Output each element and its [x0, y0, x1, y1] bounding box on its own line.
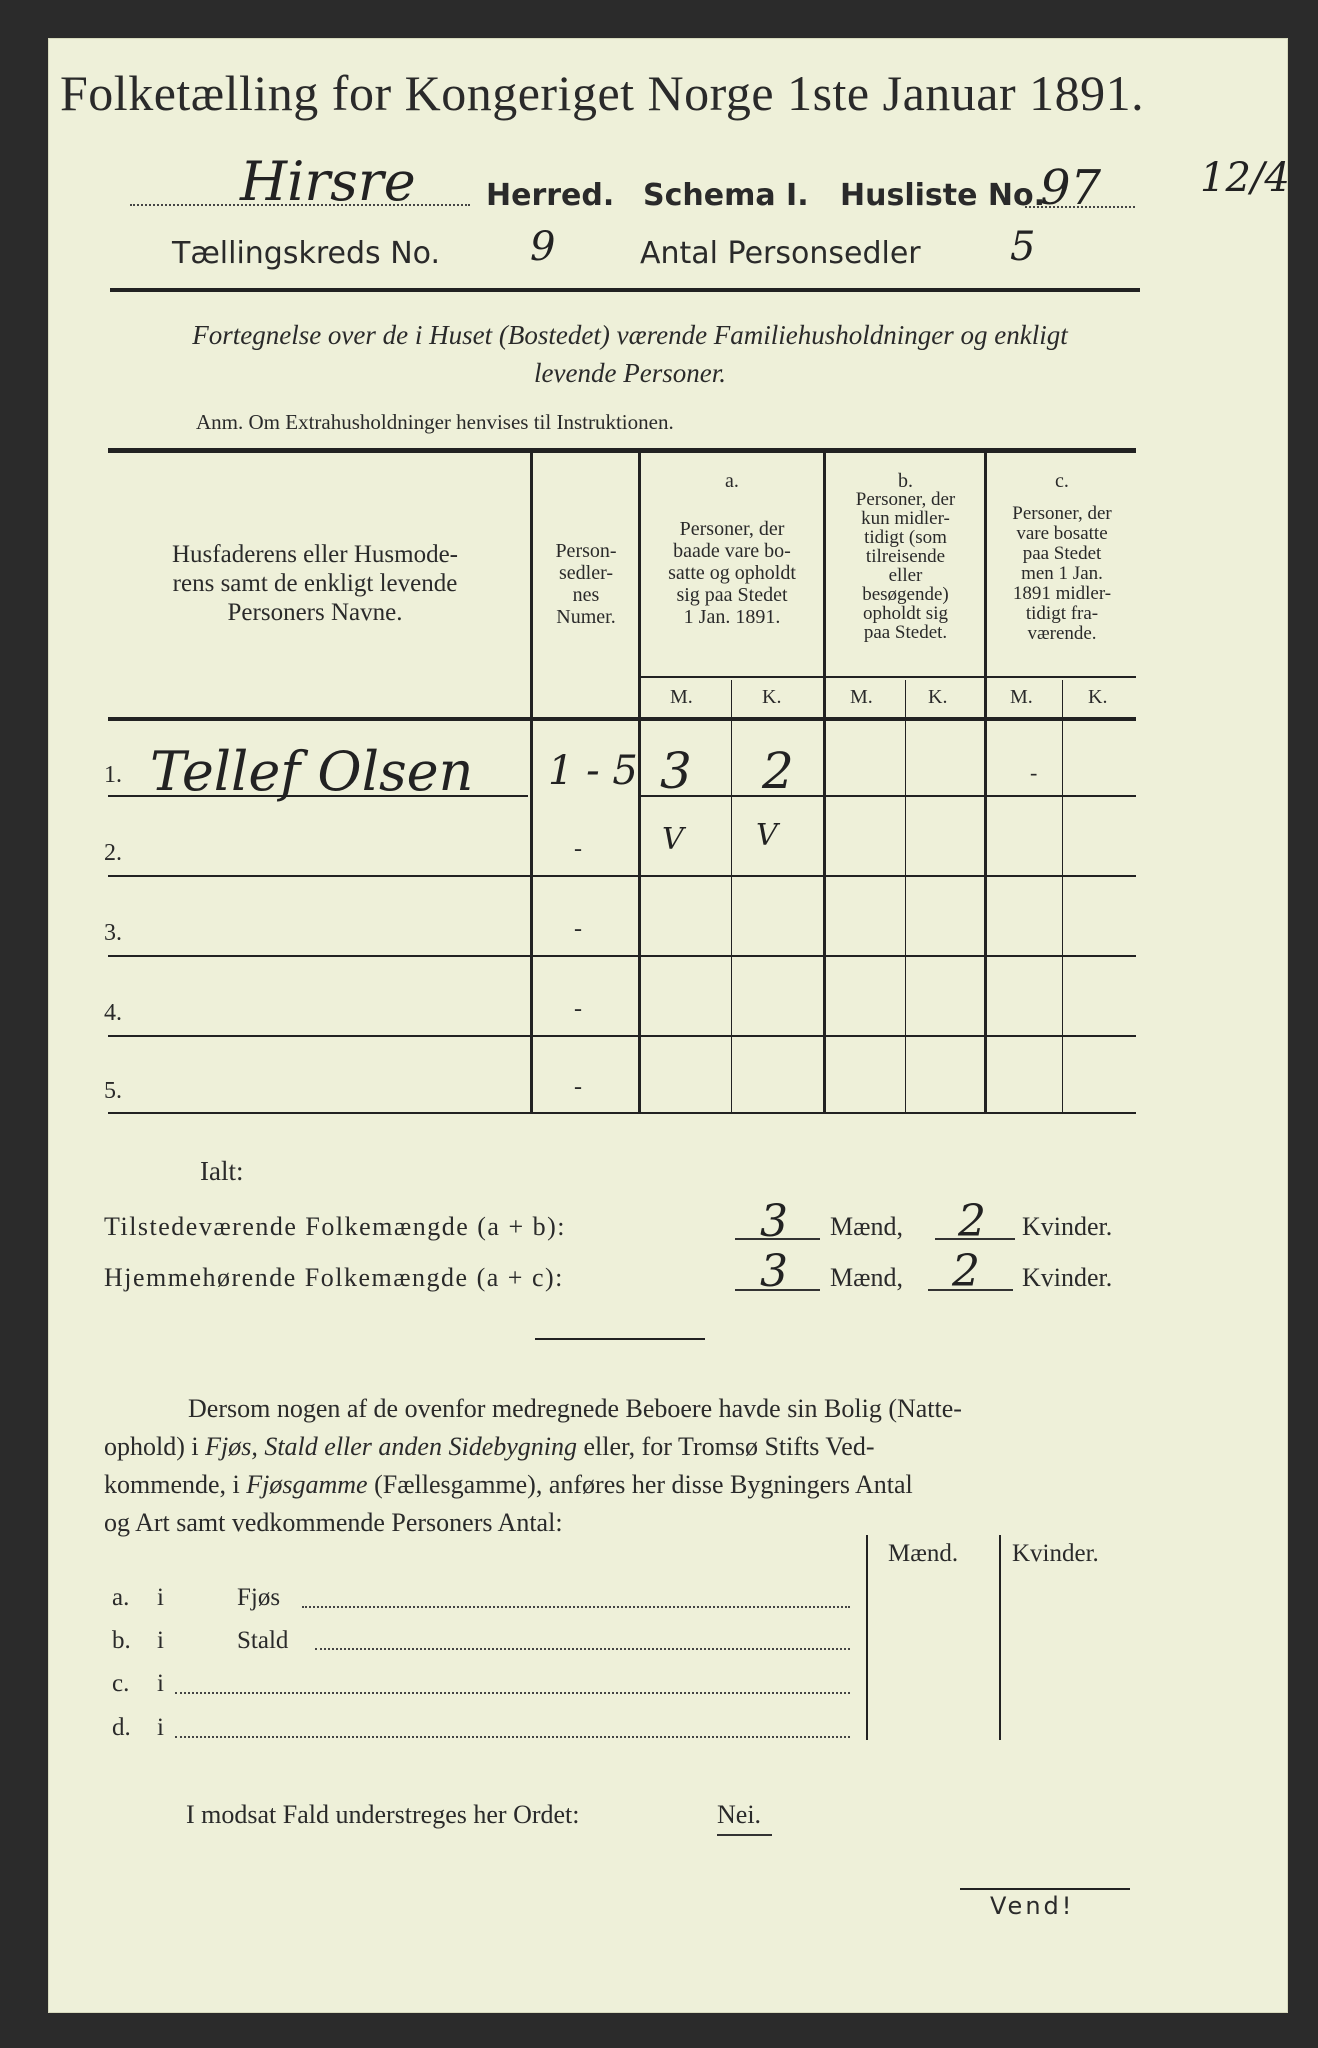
- col-c-header-line: men 1 Jan.: [1021, 563, 1103, 584]
- col-c-header: [988, 504, 1136, 644]
- antal-handwritten: 5: [1010, 224, 1036, 270]
- col-b-header-line: besøgende): [862, 584, 949, 605]
- paragraph-line: [104, 1428, 1134, 1466]
- schema-label: Schema I.: [643, 178, 809, 213]
- buildings-col-line-2: [999, 1535, 1001, 1740]
- col-a-header-line: sig paa Stedet: [676, 584, 788, 606]
- col-b-header-line: tidigt (som: [864, 527, 947, 548]
- row-person-numbers: -: [574, 836, 582, 862]
- col-a-header: [643, 518, 821, 628]
- b-m-label: M.: [850, 686, 873, 708]
- buildings-row-i: i: [157, 1670, 164, 1697]
- row-number: 4.: [104, 1000, 122, 1026]
- table-header-rule: [108, 717, 1136, 721]
- buildings-row-letter: b.: [112, 1627, 131, 1654]
- buildings-row-letter: d.: [112, 1714, 131, 1741]
- paragraph-emphasis: Fjøsgamme: [246, 1470, 368, 1499]
- header-divider: [110, 288, 1140, 292]
- col-name-header-line: rens samt de enkligt levende: [172, 570, 458, 597]
- paragraph-text: (Fællesgamme), anføres her disse Bygningers Antal: [367, 1470, 913, 1499]
- mk-rule: [640, 676, 1136, 678]
- buildings-row-dots: [302, 1606, 850, 1608]
- tilstede-kvinder-word: Kvinder.: [1022, 1212, 1113, 1241]
- paragraph-emphasis: Fjøs, Stald eller anden Sidebygning: [205, 1432, 577, 1461]
- buildings-row-name: Fjøs: [237, 1584, 281, 1611]
- row-a-m: 3: [660, 742, 692, 800]
- hjemme-maend-value: 3: [760, 1246, 788, 1297]
- form-title: Folketælling for Kongeriget Norge 1ste Januar 1891.: [60, 65, 1145, 121]
- col-name-header: [115, 540, 515, 627]
- kreds-label: Tællingskreds No.: [172, 236, 440, 271]
- row-rule: [640, 795, 1136, 797]
- paragraph-text: eller, for Tromsø Stifts Ved-: [577, 1432, 875, 1461]
- herred-label: Herred.: [486, 178, 615, 213]
- tilstede-label: Tilstedeværende Folkemængde (a + b):: [104, 1212, 566, 1241]
- col-line-c-mk: [1062, 680, 1063, 1112]
- col-b-header: [828, 490, 983, 642]
- buildings-col-line-1: [866, 1535, 868, 1740]
- row-a-k: 2: [762, 742, 794, 800]
- col-a-header-line: 1 Jan. 1891.: [683, 606, 781, 628]
- col-c-header-line: værende.: [1027, 623, 1097, 644]
- hjemme-kvinder-word: Kvinder.: [1022, 1263, 1113, 1292]
- buildings-row-dots: [175, 1692, 850, 1694]
- col-b-letter: b.: [898, 470, 913, 492]
- buildings-maend-header: Mænd.: [888, 1540, 959, 1567]
- a-k-label: K.: [762, 686, 782, 708]
- vend-rule: [960, 1888, 1130, 1890]
- c-k-label: K.: [1088, 686, 1108, 708]
- nei-word: Nei.: [717, 1800, 762, 1829]
- buildings-row-i: i: [157, 1714, 164, 1741]
- col-line-4: [984, 452, 987, 1112]
- husliste-dotted-line: [1025, 206, 1135, 208]
- col-line-a-mk: [731, 680, 732, 1112]
- section-divider: [535, 1338, 705, 1340]
- row-person-numbers: -: [574, 996, 582, 1022]
- col-num-header-line: Numer.: [556, 606, 616, 628]
- row-rule: [108, 1035, 1136, 1037]
- paragraph-line: og Art samt vedkommende Personers Antal:: [104, 1508, 563, 1537]
- paragraph-text: ophold) i: [104, 1432, 206, 1461]
- col-a-header-line: baade vare bo-: [673, 540, 791, 562]
- col-name-header-line: Husfaderens eller Husmode-: [171, 541, 458, 568]
- col-num-header-line: nes: [572, 584, 600, 606]
- col-c-header-line: 1891 midler-: [1012, 583, 1112, 604]
- col-c-header-line: tidigt fra-: [1025, 603, 1099, 624]
- row-number: 2.: [104, 840, 122, 866]
- husliste-label: Husliste No.: [840, 178, 1045, 213]
- col-b-header-line: tilreisende: [865, 546, 946, 567]
- row-rule: [108, 955, 1136, 957]
- row-number: 1.: [104, 762, 122, 788]
- col-a-header-line: satte og opholdt: [668, 562, 796, 584]
- hjemme-kvinder-value: 2: [952, 1246, 980, 1297]
- margin-note-handwritten: 12/4: [1200, 155, 1290, 201]
- buildings-row-i: i: [157, 1584, 164, 1611]
- row-name: Tellef Olsen: [150, 740, 474, 803]
- row-number: 5.: [104, 1078, 122, 1104]
- col-b-header-line: eller: [888, 565, 923, 586]
- hjemme-label: Hjemmehørende Folkemængde (a + c):: [104, 1263, 564, 1292]
- row-person-numbers: 1 - 5: [548, 748, 638, 794]
- col-line-1: [530, 452, 533, 1112]
- col-c-header-line: paa Stedet: [1022, 543, 1102, 564]
- col-line-2: [638, 452, 641, 1112]
- paragraph-line: [104, 1466, 1134, 1504]
- husliste-handwritten: 97: [1040, 160, 1102, 216]
- col-num-header: [536, 540, 636, 628]
- anm-note: Anm. Om Extrahusholdninger henvises til Instruktionen.: [196, 410, 674, 434]
- col-b-header-line: opholdt sig: [863, 603, 948, 624]
- buildings-row-letter: a.: [112, 1584, 130, 1611]
- buildings-row-dots: [315, 1648, 850, 1650]
- col-b-header-line: Personer, der: [855, 489, 956, 510]
- row-person-numbers: -: [574, 1074, 582, 1100]
- col-c-header-line: vare bosatte: [1016, 523, 1108, 544]
- intro-line-1: Fortegnelse over de i Huset (Bostedet) værende Familiehusholdninger og enkligt: [192, 320, 1068, 350]
- vend-label: Vend!: [990, 1892, 1075, 1920]
- col-num-header-line: Person-: [555, 540, 617, 562]
- paragraph-line: Dersom nogen af de ovenfor medregnede Beboere havde sin Bolig (Natte-: [188, 1394, 962, 1423]
- row-rule: [108, 1112, 1136, 1114]
- nei-underline: [717, 1834, 772, 1836]
- row-rule: [108, 875, 1136, 877]
- row-number: 3.: [104, 920, 122, 946]
- row-person-numbers: -: [574, 916, 582, 942]
- col-a-letter: a.: [725, 470, 739, 492]
- col-b-header-line: paa Stedet.: [863, 622, 948, 643]
- tilstede-maend-word: Mænd,: [830, 1212, 903, 1241]
- buildings-row-name: Stald: [237, 1627, 289, 1654]
- row-a-m: V: [662, 822, 684, 857]
- c-m-label: M.: [1010, 686, 1033, 708]
- sidebygning-paragraph: [104, 1390, 1134, 1542]
- tilstede-maend-value: 3: [760, 1196, 788, 1247]
- col-line-3: [823, 452, 826, 1112]
- row-a-k: V: [756, 818, 778, 853]
- table-top-rule: [108, 448, 1136, 453]
- col-c-header-line: Personer, der: [1012, 503, 1112, 524]
- buildings-row-dots: [175, 1736, 850, 1738]
- herred-handwritten: Hirsre: [240, 150, 416, 213]
- b-k-label: K.: [928, 686, 948, 708]
- col-a-header-line: Personer, der: [679, 518, 785, 540]
- antal-label: Antal Personsedler: [640, 236, 921, 271]
- intro-line-2: levende Personer.: [534, 358, 726, 388]
- ialt-label: Ialt:: [200, 1156, 244, 1186]
- col-b-header-line: kun midler-: [861, 508, 950, 529]
- buildings-row-letter: c.: [112, 1670, 130, 1697]
- hjemme-maend-word: Mænd,: [830, 1263, 903, 1292]
- col-num-header-line: sedler-: [558, 562, 613, 584]
- col-line-b-mk: [905, 680, 906, 1112]
- kreds-handwritten: 9: [530, 224, 556, 270]
- col-c-letter: c.: [1055, 470, 1069, 492]
- buildings-kvinder-header: Kvinder.: [1012, 1540, 1099, 1567]
- a-m-label: M.: [670, 686, 693, 708]
- buildings-row-i: i: [157, 1627, 164, 1654]
- modsat-text: I modsat Fald understreges her Ordet:: [186, 1800, 580, 1829]
- tilstede-kvinder-value: 2: [958, 1196, 986, 1247]
- row-c-m: -: [1030, 760, 1038, 785]
- col-name-header-line: Personers Navne.: [227, 599, 403, 626]
- paragraph-text: kommende, i: [104, 1470, 247, 1499]
